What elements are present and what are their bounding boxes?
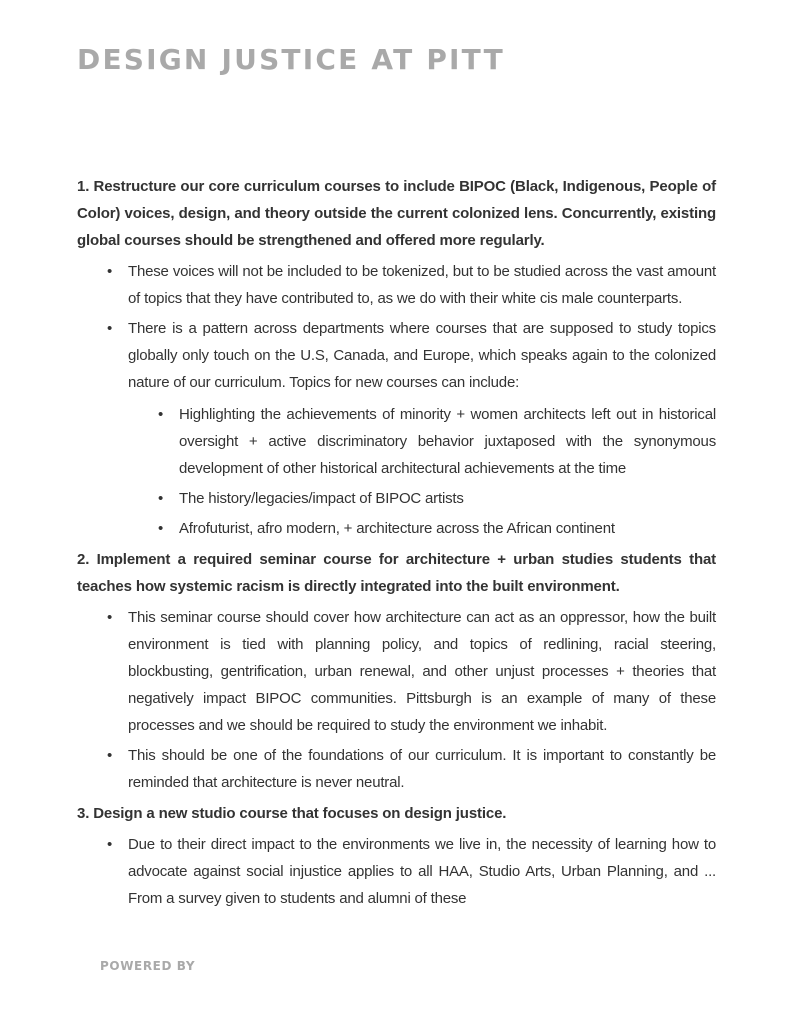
list-item-text: This should be one of the foundations of our curriculum. It is important to constantly be reminded that architecture is never neutral. [128,747,716,791]
sub-list [158,401,716,542]
sub-list-item [158,401,716,482]
bullet-icon: • [107,263,113,280]
section-heading-2: 2. Implement a required seminar course for architecture + urban studies students that teaches how systemic racism is directly integrated into the built environment. [77,551,716,595]
list-item-text: These voices will not be included to be tokenized, but to be studied across the vast amount of topics that they have contributed to, as we do with their white cis male counterparts. [128,263,716,307]
sub-list-item-text: The history/legacies/impact of BIPOC artists [179,490,464,507]
section-1-list [107,258,716,542]
document-body [77,173,716,915]
sub-list-item [158,485,716,512]
bullet-icon: • [107,836,113,853]
bullet-icon: • [107,609,113,626]
list-item [107,315,716,542]
bullet-icon: • [158,490,164,507]
bullet-icon: • [158,406,164,423]
section-heading-1: 1. Restructure our core curriculum courses to include BIPOC (Black, Indigenous, People of Color) voices, design, and theory outside the current colonized lens. Concurrently, existing global courses should be strengthened and offered more regularly. [77,178,716,249]
bullet-icon: • [107,747,113,764]
sub-list-item-text: Highlighting the achievements of minority + women architects left out in historical oversight + active discriminatory behavior juxtaposed with the synonymous development of other historical architectural achievements at the time [179,406,716,477]
list-item [107,604,716,739]
sub-list-item [158,515,716,542]
list-item [107,742,716,796]
list-item-text: There is a pattern across departments where courses that are supposed to study topics globally only touch on the U.S, Canada, and Europe, which speaks again to the colonized nature of our curriculum. Topics for new courses can include: [128,320,716,391]
bullet-icon: • [107,320,113,337]
list-item [107,258,716,312]
list-item [107,831,716,912]
bullet-icon: • [158,520,164,537]
section-2-list [107,604,716,796]
sub-list-item-text: Afrofuturist, afro modern, + architecture across the African continent [179,520,615,537]
section-heading-3: 3. Design a new studio course that focuses on design justice. [77,805,507,822]
section-3-list [107,831,716,912]
list-item-text: Due to their direct impact to the environments we live in, the necessity of learning how to advocate against social injustice applies to all HAA, Studio Arts, Urban Planning, and ... From a survey given to students and alumni of these [128,836,716,907]
powered-by-badge[interactable]: POWERED BY [100,956,325,976]
page-title: DESIGN JUSTICE AT PITT [77,43,505,76]
list-item-text: This seminar course should cover how architecture can act as an oppressor, how the built environment is tied with planning policy, and topics of redlining, racial steering, blockbusting, gentrification, urban renewal, and other unjust processes + theories that negatively impact BIPOC communities. Pittsburgh is an example of many of these processes and we should be required to study the environment we inhabit. [128,609,716,734]
